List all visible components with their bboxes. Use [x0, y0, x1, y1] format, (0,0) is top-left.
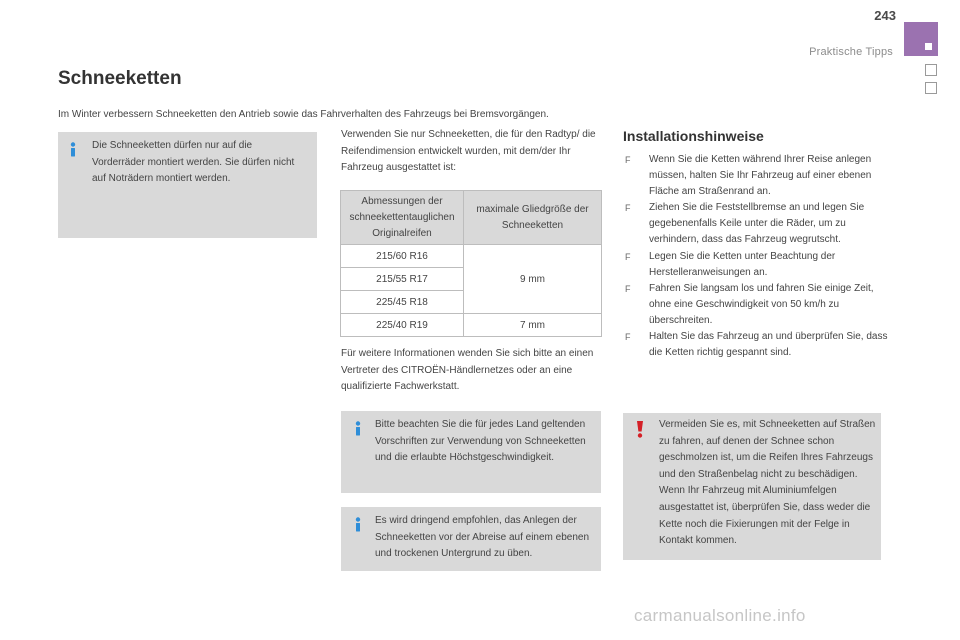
- link-size-cell: 7 mm: [464, 314, 602, 337]
- list-bullet: F: [625, 251, 631, 262]
- note-practice-text: Es wird dringend empfohlen, das Anlegen der Schneeketten vor der Abreise auf einem ebenen und trockenen Untergrund zu üben.: [375, 515, 590, 560]
- chapter-tab-box-2: [925, 82, 937, 94]
- table-header-row: [341, 191, 602, 245]
- table-header-link-size: maximale Gliedgröße der Schneeketten: [464, 191, 602, 245]
- chapter-tab-marker: [925, 43, 932, 50]
- list-item: [625, 200, 890, 248]
- tyre-cell: 225/40 R19: [341, 314, 464, 337]
- installation-list: [625, 152, 890, 361]
- list-item: [625, 249, 890, 281]
- list-item-text: Ziehen Sie die Feststellbremse an und legen Sie gegebenenfalls Keile unter die Räder, um zu verhindern, dass das Fahrzeug wegrutscht.: [649, 202, 865, 246]
- info-icon: [66, 142, 80, 157]
- tyre-cell: 215/60 R16: [341, 245, 464, 268]
- watermark: carmanualsonline.info: [634, 606, 806, 625]
- note-front-wheels: [58, 132, 317, 238]
- info-icon: [351, 517, 365, 532]
- warning-icon: [632, 421, 648, 438]
- list-item: [625, 329, 890, 361]
- note-front-wheels-text: Die Schneeketten dürfen nur auf die Vorderräder montiert werden. Sie dürfen nicht auf Noträdern montiert werden.: [92, 140, 295, 185]
- link-size-cell: 9 mm: [464, 245, 602, 314]
- info-icon: [351, 421, 365, 436]
- intro-text: Im Winter verbessern Schneeketten den Antrieb sowie das Fahrverhalten des Fahrzeugs bei Bremsvorgängen.: [58, 109, 549, 120]
- list-item-text: Wenn Sie die Ketten während Ihrer Reise anlegen müssen, halten Sie Ihr Fahrzeug auf einer ebenen Fläche am Straßenrand an.: [649, 154, 872, 198]
- note-regulations-text: Bitte beachten Sie die für jedes Land geltenden Vorschriften zur Verwendung von Schneeketten und die erlaubte Höchstgeschwindigkeit.: [375, 419, 586, 464]
- table-row: [341, 245, 602, 268]
- tyre-cell: 225/45 R18: [341, 291, 464, 314]
- page-title: Schneeketten: [58, 68, 182, 89]
- list-item: [625, 281, 890, 329]
- list-bullet: F: [625, 155, 631, 165]
- chain-usage-text: Verwenden Sie nur Schneeketten, die für den Radtyp/ die Reifendimension entwickelt wurden, mit dem/der Ihr Fahrzeug ausgestattet ist:: [341, 129, 596, 174]
- installation-title: Installationshinweise: [623, 128, 764, 144]
- dealer-info-text: Für weitere Informationen wenden Sie sich bitte an einen Vertreter des CITROËN-Händlernetzes oder an eine qualifizierte Fachwerkstatt.: [341, 348, 594, 393]
- page-number: 243: [874, 8, 896, 23]
- table-header-tyre: Abmessungen der schneekettentauglichen Originalreifen: [341, 191, 464, 245]
- section-label: Praktische Tipps: [809, 46, 893, 58]
- chapter-tab-box-1: [925, 64, 937, 76]
- list-item: [625, 152, 890, 200]
- note-warning: [623, 413, 881, 560]
- note-practice: [341, 507, 601, 571]
- list-bullet: F: [625, 203, 631, 214]
- note-regulations: [341, 411, 601, 493]
- list-item-text: Halten Sie das Fahrzeug an und überprüfen Sie, dass die Ketten richtig gespannt sind.: [649, 331, 888, 359]
- tyre-chain-table: [340, 190, 602, 337]
- list-item-text: Fahren Sie langsam los und fahren Sie einige Zeit, ohne eine Geschwindigkeit von 50 km/h zu überschreiten.: [649, 282, 874, 326]
- list-item-text: Legen Sie die Ketten unter Beachtung der Herstelleranweisungen an.: [649, 250, 836, 278]
- list-bullet: F: [625, 283, 631, 294]
- table-row: [341, 314, 602, 337]
- note-warning-text: Vermeiden Sie es, mit Schneeketten auf Straßen zu fahren, auf denen der Schnee schon geschmolzen ist, um die Reifen Ihres Fahrzeugs und den Straßenbelag nicht zu beschädigen. Wenn Ihr Fahrzeug mit Aluminiumfelgen ausgestattet ist, überprüfen Sie, dass weder die Kette noch die Fixierungen mit der Felge in Kontakt kommen.: [659, 419, 876, 547]
- chapter-tab: [904, 22, 938, 56]
- tyre-cell: 215/55 R17: [341, 268, 464, 291]
- list-bullet: F: [625, 332, 631, 343]
